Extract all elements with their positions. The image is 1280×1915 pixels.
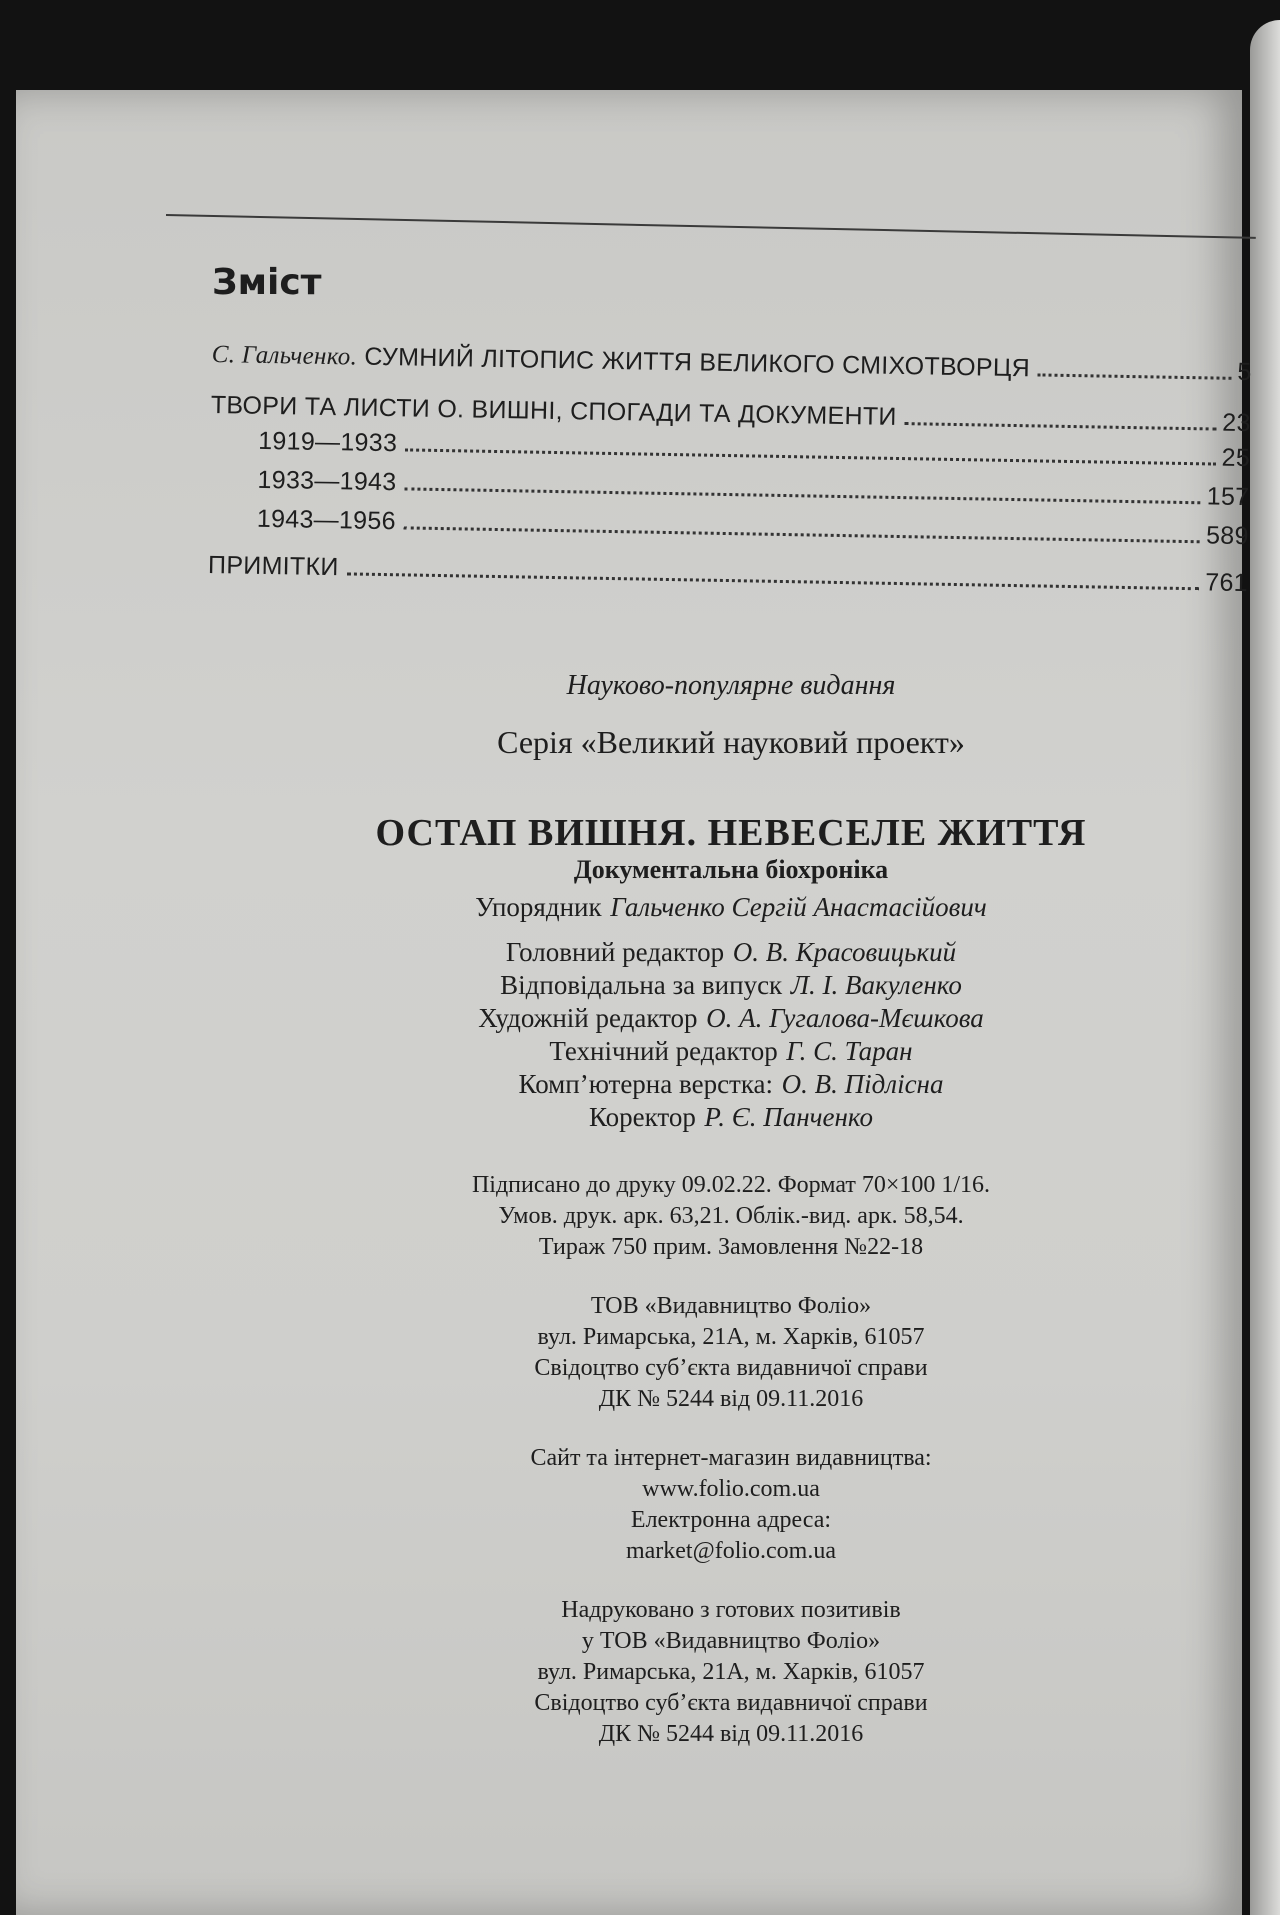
book-page: [16, 90, 1252, 1915]
credit-name: Гальченко Сергій Анастасійович: [610, 892, 987, 922]
printer-line: ДК № 5244 від 09.11.2016: [598, 1721, 864, 1747]
credit-line: [216, 1035, 1246, 1068]
toc-entry-label: ПРИМІТКИ: [207, 550, 339, 582]
credit-role: Комп’ютерна верстка:: [518, 1069, 774, 1099]
toc-entry-label: СУМНИЙ ЛІТОПИС ЖИТТЯ ВЕЛИКОГО СМІХОТВОРЦЯ: [356, 342, 1031, 383]
imprint: [216, 670, 1246, 1750]
publisher-line: ТОВ «Видавництво Фоліо»: [590, 1293, 872, 1319]
series: Серія «Великий науковий проект»: [497, 724, 965, 760]
toc-entry: [208, 551, 1248, 598]
book-subtitle: Документальна біохроніка: [573, 855, 889, 884]
toc-leader: [404, 526, 1200, 543]
printer-line: Надруковано з готових позитивів: [561, 1597, 901, 1623]
toc-entry: [209, 465, 1249, 512]
print-info-line: Умов. друк. арк. 63,21. Облік.-вид. арк. 58,54.: [498, 1203, 964, 1229]
toc-entry-label: 1933—1943: [257, 465, 397, 497]
credit-line: [216, 1002, 1246, 1035]
credit-name: Г. С. Таран: [786, 1036, 913, 1066]
toc-entry-page: 5: [1237, 357, 1252, 387]
toc-leader: [905, 422, 1217, 430]
printer-line: Свідоцтво суб’єкта видавничої справи: [534, 1690, 928, 1716]
genre: Науково-популярне видання: [566, 670, 896, 701]
printer-info: [216, 1595, 1246, 1750]
toc-entry: [209, 504, 1249, 551]
toc-entry-page: 761: [1205, 568, 1249, 598]
credit-line: [216, 1068, 1246, 1101]
toc-entry-page: 23: [1222, 408, 1251, 438]
credit-line: [216, 1101, 1246, 1134]
toc-entry-label: ТВОРИ ТА ЛИСТИ О. ВИШНІ, СПОГАДИ ТА ДОКУМЕНТИ: [210, 390, 897, 431]
publisher-line: ДК № 5244 від 09.11.2016: [598, 1386, 864, 1412]
toc-leader: [405, 448, 1216, 465]
toc-entry-author: С. Гальченко.: [211, 340, 358, 371]
toc-leader: [347, 572, 1200, 590]
print-info: [216, 1170, 1246, 1263]
publisher-line: вул. Римарська, 21А, м. Харків, 61057: [537, 1324, 925, 1350]
toc-entry-page: 589: [1205, 521, 1249, 551]
credit-role: Коректор: [588, 1102, 696, 1132]
printer-line: у ТОВ «Видавництво Фоліо»: [581, 1628, 881, 1654]
adjacent-page-edge: [1250, 20, 1280, 1915]
credits: [216, 891, 1246, 1134]
credit-role: Упорядник: [475, 892, 602, 922]
web-line: Електронна адреса:: [630, 1507, 832, 1533]
printer-line: вул. Римарська, 21А, м. Харків, 61057: [537, 1659, 925, 1685]
credit-name: О. В. Красовицький: [732, 937, 957, 967]
website-url: www.folio.com.ua: [642, 1476, 820, 1502]
toc-title: Зміст: [212, 262, 322, 303]
toc-leader: [404, 487, 1200, 504]
table-of-contents: [208, 340, 1252, 598]
credit-name: О. В. Підлісна: [781, 1069, 944, 1099]
book-title: ОСТАП ВИШНЯ. НЕВЕСЕЛЕ ЖИТТЯ: [375, 812, 1087, 854]
credit-line: [216, 936, 1246, 969]
publisher-info: [216, 1291, 1246, 1415]
print-info-line: Тираж 750 прим. Замовлення №22-18: [538, 1234, 924, 1260]
compiler-line: [216, 891, 1246, 924]
credit-name: Р. Є. Панченко: [704, 1102, 874, 1132]
credit-role: Технічний редактор: [549, 1036, 778, 1066]
web-info: [216, 1443, 1246, 1567]
credit-role: Відповідальна за випуск: [500, 970, 783, 1000]
toc-entry-page: 25: [1221, 443, 1251, 473]
toc-entry: [211, 340, 1251, 387]
credit-role: Художній редактор: [478, 1003, 698, 1033]
credit-role: Головний редактор: [505, 937, 725, 967]
toc-leader: [1038, 373, 1231, 379]
email-address: market@folio.com.ua: [625, 1538, 837, 1564]
credit-name: Л. І. Вакуленко: [790, 970, 962, 1000]
toc-entry-label: 1943—1956: [256, 504, 397, 536]
toc-entry-page: 157: [1206, 482, 1250, 512]
toc-entry-label: 1919—1933: [258, 426, 398, 458]
header-rule: [166, 214, 1256, 239]
credit-line: [216, 969, 1246, 1002]
publisher-line: Свідоцтво суб’єкта видавничої справи: [534, 1355, 928, 1381]
print-info-line: Підписано до друку 09.02.22. Формат 70×100 1/16.: [471, 1172, 991, 1198]
web-line: Сайт та інтернет-магазин видавництва:: [530, 1445, 932, 1471]
credit-name: О. А. Гугалова-Мєшкова: [706, 1003, 984, 1033]
